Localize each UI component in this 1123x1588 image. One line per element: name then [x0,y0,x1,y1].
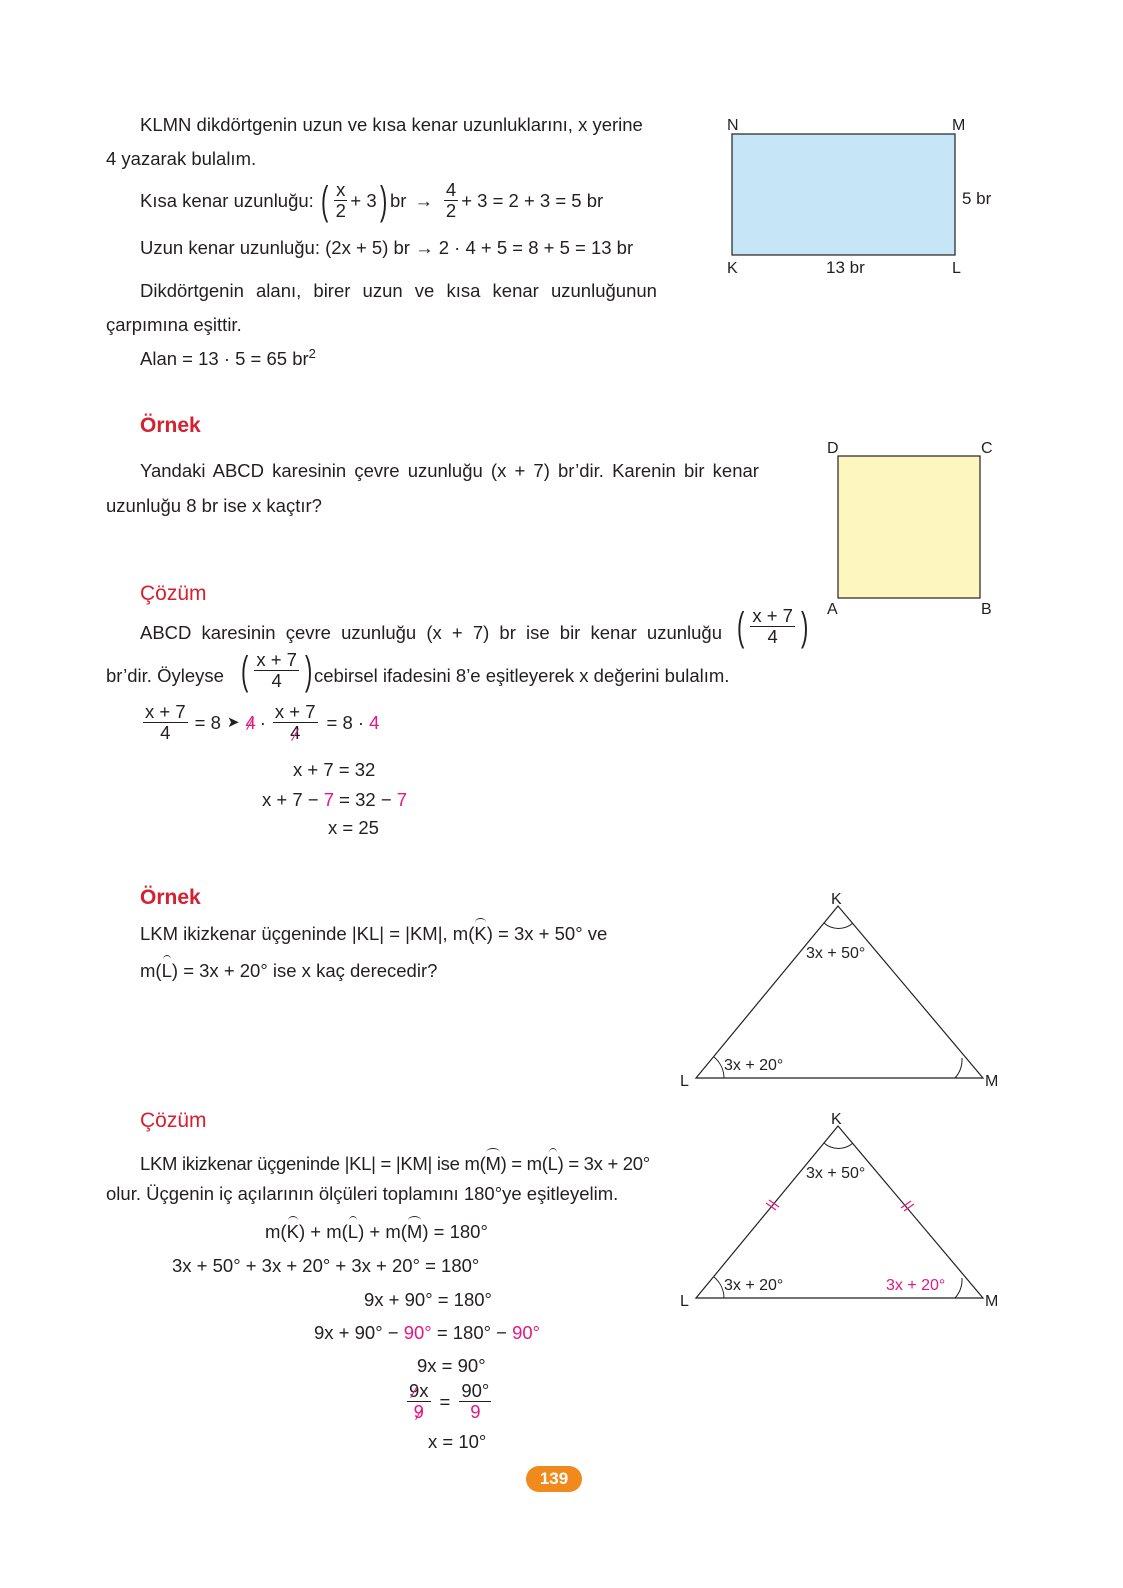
label-D: D [827,440,839,457]
intro-line-1: KLMN dikdörtgenin uzun ve kısa kenar uzunluklarını, x yerine [140,114,643,135]
equation-expanded: 3x + 50° + 3x + 20° + 3x + 20° = 180° [172,1255,480,1276]
triangle-figure-1 [676,886,1022,1096]
area-line-2: çarpımına eşittir. [106,314,242,335]
angle-label-K: 3x + 50° [806,1165,866,1182]
short-side-result: + 3 = 2 + 3 = 5 br [461,189,604,211]
label-L: L [952,260,961,277]
fraction-x-over-2: $\frac{x}{2}$ [335,179,346,222]
arrow-icon: ➤ [226,713,240,731]
example-1-line-1: Yandaki ABCD karesinin çevre uzunluğu (x + 7) br’dir. Karenin bir kenar [140,460,759,481]
equation-2: x + 7 = 32 [293,759,376,780]
solution-2-heading: Çözüm [140,1109,207,1132]
label-M: M [985,1293,999,1310]
fraction-x7-over-4-a: ( $\frac{x + 7}{4}$ ) [736,604,809,649]
angle-arc-K [824,1143,853,1148]
open-paren: ( [320,178,329,223]
angle-arc-M [955,1058,962,1078]
label-K: K [727,260,738,277]
arrow-icon: → [414,189,433,211]
label-B: B [981,601,992,618]
angle-label-L: 3x + 20° [724,1277,784,1294]
equation-result: x = 10° [428,1431,487,1452]
equation-9x: 9x = 90° [417,1355,486,1376]
area-formula: Alan = 13 · 5 = 65 $br^2$ [140,346,316,370]
triangle-lkm [696,1126,983,1298]
solution-2-line-1: LKM ikizkenar üçgeninde |KL| = |KM| ise m(M) = m(L) = 3x + 20° [140,1153,650,1174]
equation-sum-angles: m(K) + m(L) + m(M) = 180° [265,1221,488,1242]
solution-1-line-2b: cebirsel ifadesini 8’e eşitleyerek x değerini bulalım. [314,665,730,686]
equation-divide-by-9: $\frac{9x}{9}$ = $\frac{90^\circ}{9}$ [409,1380,490,1423]
angle-arc-K [824,923,853,928]
equation-3: x + 7 − 7 = 32 − 7 [262,789,408,810]
rectangle-klmn [732,134,955,255]
fraction-x7-over-4-b: ( $\frac{x + 7}{4}$ ) [240,648,313,693]
page-number-badge: 139 [526,1466,582,1492]
angle-label-L: 3x + 20° [724,1057,784,1074]
area-line-1: Dikdörtgenin alanı, birer uzun ve kısa kenar uzunluğunun [140,280,657,301]
intro-line-2: 4 yazarak bulalım. [106,148,257,169]
label-N: N [727,117,739,134]
example-2-line-1: LKM ikizkenar üçgeninde |KL| = |KM|, m(K) = 3x + 50° ve [140,923,608,944]
equation-subtract-90: 9x + 90° − 90° = 180° − 90° [314,1322,541,1343]
equation-9x-90: 9x + 90° = 180° [364,1289,492,1310]
label-5br: 5 br [962,189,992,208]
area-exponent: 2 [308,346,316,361]
plus-three: + 3 [350,189,377,211]
example-2-heading: Örnek [140,886,201,909]
label-K: K [831,891,842,908]
label-13br: 13 br [826,258,865,277]
square-abcd [838,456,980,598]
example-1-heading: Örnek [140,414,201,437]
angle-label-M: 3x + 20° [886,1277,946,1294]
example-2-line-2: m(L) = 3x + 20° ise x kaç derecedir? [140,960,438,981]
equation-1: $\frac{x + 7}{4}$ = 8 ➤ 4 · $\frac{x + 7}{4}$ = 8 · 4 [145,701,380,744]
label-C: C [981,440,993,457]
unit-br: br [389,189,407,211]
square-figure [820,436,1000,621]
long-side-line: Uzun kenar uzunluğu: (2x + 5) br → 2 · 4 + 5 = 8 + 5 = 13 br [140,237,634,258]
label-L: L [680,1073,689,1090]
example-1-line-2: uzunluğu 8 br ise x kaçtır? [106,495,322,516]
angle-arc-M [955,1278,962,1298]
label-M: M [952,117,966,134]
angle-arc-L [714,1277,724,1298]
close-paren: ) [379,178,387,223]
fraction-4-over-2: $\frac{4}{2}$ [445,179,457,222]
triangle-lkm [696,906,983,1078]
equation-4: x = 25 [328,817,379,838]
triangle-figure-2 [676,1106,1022,1316]
label-L: L [680,1293,689,1310]
angle-arc-L [714,1057,724,1078]
short-side-label: Kısa kenar uzunluğu: [140,189,314,211]
solution-1-heading: Çözüm [140,582,207,605]
short-side-row [140,180,603,222]
angle-label-K: 3x + 50° [806,945,866,962]
solution-2-line-2: olur. Üçgenin iç açılarının ölçüleri toplamını 180°ye eşitleyelim. [106,1183,619,1204]
solution-1-line-1: ABCD karesinin çevre uzunluğu (x + 7) br ise bir kenar uzunluğu [140,622,722,643]
label-K: K [831,1111,842,1128]
label-M: M [985,1073,999,1090]
rectangle-figure [720,110,1020,285]
label-A: A [827,601,838,618]
struck-4: 4 [245,711,256,733]
solution-1-line-2a: br’dir. Öyleyse [106,665,224,686]
